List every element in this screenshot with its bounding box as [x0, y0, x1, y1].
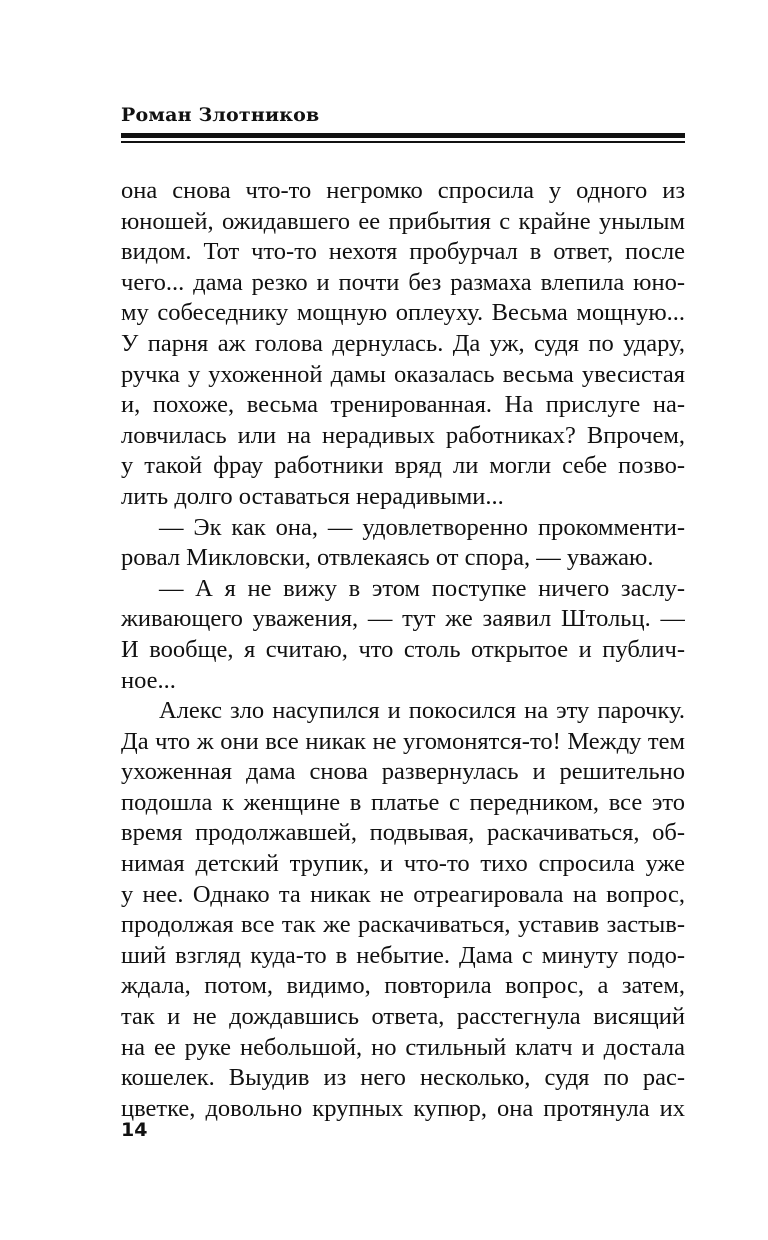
- header-rule-thin: [121, 141, 685, 143]
- text-line: ухоженная дама снова развернулась и решительно: [121, 758, 685, 786]
- text-line: ровал Микловски, отвлекаясь от спора, — уважаю.: [121, 544, 654, 572]
- text-line: видом. Тот что-то нехотя пробурчал в ответ, после: [121, 238, 685, 266]
- running-head-author: Роман Злотников: [121, 104, 320, 126]
- text-line: ручка у ухоженной дамы оказалась весьма увесистая: [121, 360, 685, 388]
- text-line: Да что ж они все никак не угомонятся-то! Между тем: [121, 727, 685, 755]
- text-line: и, похоже, весьма тренированная. На прислуге на-: [121, 391, 685, 419]
- text-line: Алекс зло насупился и покосился на эту парочку.: [159, 697, 685, 725]
- text-line: И вообще, я считаю, что столь открытое и публич-: [121, 635, 685, 663]
- text-line: живающего уважения, — тут же заявил Штольц. —: [121, 605, 685, 633]
- text-line: чего... дама резко и почти без размаха влепила юно-: [121, 268, 685, 296]
- text-line: — Эк как она, — удовлетворенно прокомменти-: [159, 513, 685, 541]
- page-number: 14: [121, 1119, 148, 1141]
- text-line: время продолжавшей, подвывая, раскачиваться, об-: [121, 819, 685, 847]
- text-line: так и не дождавшись ответа, расстегнула висящий: [121, 1003, 685, 1031]
- text-line: у нее. Однако та никак не отреагировала на вопрос,: [121, 880, 685, 908]
- text-line: ший взгляд куда-то в небытие. Дама с минуту подо-: [121, 941, 685, 969]
- text-line: нимая детский трупик, и что-то тихо спросила уже: [121, 850, 685, 878]
- text-line: подошла к женщине в платье с передником, все это: [121, 788, 685, 816]
- text-line: она снова что-то негромко спросила у одного из: [121, 177, 685, 204]
- text-line: му собеседнику мощную оплеуху. Весьма мощную...: [121, 299, 685, 327]
- text-line: — А я не вижу в этом поступке ничего заслу-: [159, 574, 685, 602]
- text-line: ловчилась или на нерадивых работниках? Впрочем,: [121, 421, 685, 449]
- body-text: [121, 176, 685, 1124]
- text-line: цветке, довольно крупных купюр, она протянула их: [121, 1094, 685, 1122]
- text-line: у такой фрау работники вряд ли могли себе позво-: [121, 452, 685, 480]
- text-line: лить долго оставаться нерадивыми...: [121, 482, 504, 510]
- text-line: кошелек. Выудив из него несколько, судя по рас-: [121, 1064, 685, 1092]
- text-line: У парня аж голова дернулась. Да уж, судя по удару,: [121, 329, 685, 357]
- text-line: ждала, потом, видимо, повторила вопрос, а затем,: [121, 972, 685, 1000]
- header-rule-thick: [121, 133, 685, 138]
- text-line: продолжая все так же раскачиваться, уставив застыв-: [121, 911, 685, 939]
- text-line: юношей, ожидавшего ее прибытия с крайне унылым: [121, 207, 685, 235]
- text-line: на ее руке небольшой, но стильный клатч и достала: [121, 1033, 685, 1061]
- text-line: ное...: [121, 666, 176, 694]
